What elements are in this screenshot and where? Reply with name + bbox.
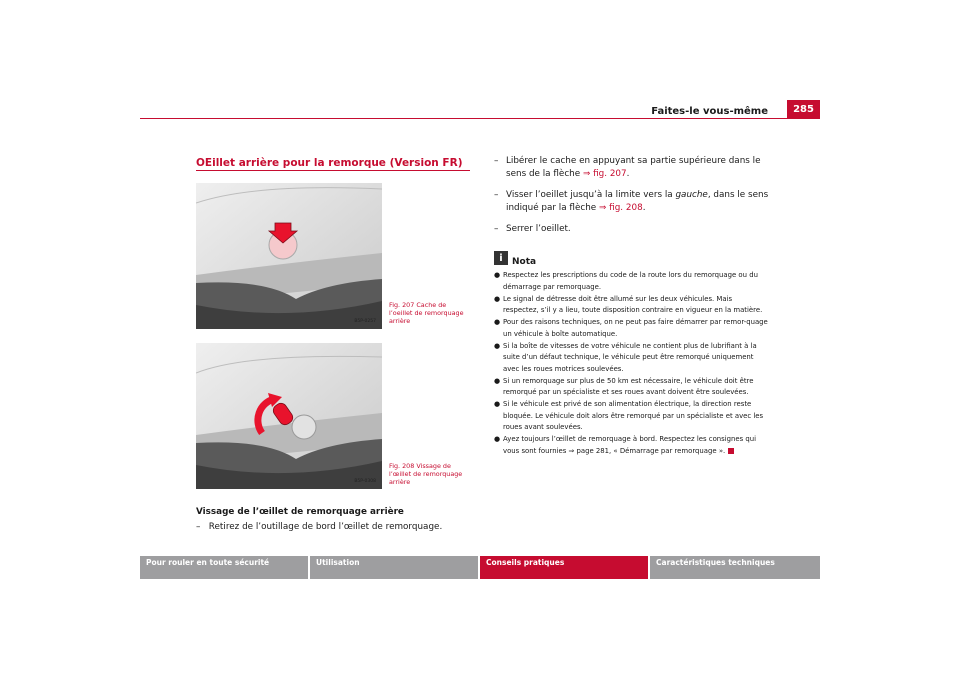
step-left: [196, 522, 476, 532]
header-rule: [140, 118, 820, 119]
step-dash: –: [494, 224, 499, 234]
info-icon: i: [494, 251, 508, 265]
step-2: – Visser l’oeillet jusqu’à la limite vers la gauche, dans le sens indiqué par la flèche ⇒ fig. 208.: [494, 190, 769, 213]
end-mark-icon: [728, 448, 734, 454]
nav-tab-conseils-pratiques[interactable]: Conseils pratiques: [480, 556, 648, 579]
subheading: Vissage de l’œillet de remorquage arrière: [196, 507, 404, 517]
figure-208-code: B5P-0308: [354, 479, 376, 484]
figure-207-link[interactable]: ⇒ fig. 207: [582, 169, 627, 179]
step-3: – Serrer l’oeillet.: [494, 224, 571, 234]
page-number-badge: 285: [787, 100, 820, 118]
figure-207-code: B5P-0257: [354, 319, 376, 324]
note-bullet: ● Si le véhicule est privé de son alimentation électrique, la direction reste bloquée. Le véhicule doit alors être remorqué par un spécialiste et avec les roues avant soulevées.: [494, 399, 769, 434]
figure-208-caption: Fig. 208 Vissage de l’œillet de remorquage arrière: [389, 462, 463, 486]
note-bullet-last: ● Ayez toujours l’œillet de remorquage à bord. Respectez les consignes qui vous sont fournies ⇒ page 281, « Démarrage par remorquage ».: [494, 434, 769, 457]
section-rule: [196, 170, 470, 171]
note-bullet: ● Respectez les prescriptions du code de la route lors du remorquage ou du démarrage par remorquage.: [494, 270, 769, 293]
figure-207-caption: Fig. 207 Cache de l’oeillet de remorquage arrière: [389, 301, 464, 325]
note-label: Nota: [512, 257, 537, 267]
figure-207-image: [196, 183, 382, 329]
step-dash: –: [196, 522, 201, 532]
note-bullet: ● Si la boîte de vitesses de votre véhicule ne contient plus de lubrifiant à la suite d’un défaut technique, le véhicule peut être remorqué uniquement avec les roues motrices soulevées.: [494, 341, 769, 376]
figure-208-link[interactable]: ⇒ fig. 208: [599, 203, 643, 213]
step-1: – Libérer le cache en appuyant sa partie supérieure dans le sens de la flèche ⇒ fig. 207.: [494, 156, 761, 179]
figure-208-image: [196, 343, 382, 489]
note-bullet: ● Pour des raisons techniques, on ne peut pas faire démarrer par remor-quage un véhicule à boîte automatique.: [494, 317, 769, 340]
note-bullet: ● Le signal de détresse doit être allumé sur les deux véhicules. Mais respectez, s’il y a lieu, toute disposition contraire en vigueur en la matière.: [494, 294, 769, 317]
right-column: [494, 155, 769, 458]
step-left-text: Retirez de l’outillage de bord l’œillet de remorquage.: [208, 522, 443, 532]
running-header-title: Faites-le vous-même: [651, 106, 768, 117]
nav-tab-utilisation[interactable]: Utilisation: [310, 556, 478, 579]
step-dash: –: [494, 190, 499, 200]
section-title: OEillet arrière pour la remorque (Version FR): [196, 157, 463, 169]
nav-tab-caracteristiques[interactable]: Caractéristiques techniques: [650, 556, 820, 579]
step-dash: –: [494, 156, 499, 166]
note-header: [494, 249, 769, 267]
nav-tab-safety[interactable]: Pour rouler en toute sécurité: [140, 556, 308, 579]
note-bullet: ● Si un remorquage sur plus de 50 km est nécessaire, le véhicule doit être remorqué par un spécialiste et ses roues avant doivent être soulevées.: [494, 376, 769, 399]
